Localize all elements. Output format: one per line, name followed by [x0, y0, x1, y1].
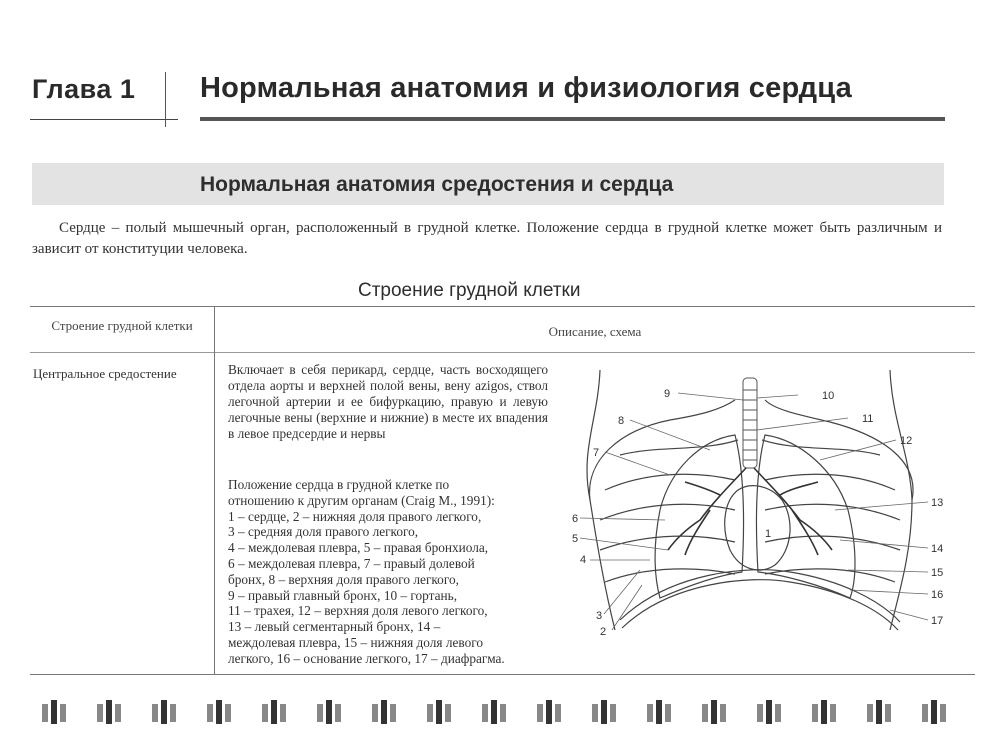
- binding-ring: [480, 700, 508, 724]
- diagram-label: 6: [572, 513, 579, 525]
- diagram-label: 4: [580, 554, 587, 566]
- diagram-label: 17: [931, 615, 944, 627]
- table-header-structure: Строение грудной клетки: [51, 318, 193, 333]
- figure-caption: [228, 477, 553, 667]
- right-lung: [655, 435, 743, 598]
- diagram-label: 7: [593, 447, 600, 459]
- left-lung: [756, 435, 855, 598]
- clavicle: [762, 440, 880, 455]
- caption-line: легкого, 16 – основание легкого, 17 – диафрагма.: [228, 650, 505, 666]
- binding-ring: [810, 700, 838, 724]
- chapter-rule-right: [200, 117, 945, 121]
- rib: [765, 536, 900, 550]
- row-description: Включает в себя перикард, сердце, часть восходящего отдела аорты и верхней полой вены, вену azigos, ствол легочной артерии и ее бифуркацию, правую и левую легочные вены (верхние и нижние) в месте их впадения в левое предсердие и нервы: [228, 362, 548, 441]
- caption-line: Положение сердца в грудной клетке по: [228, 477, 450, 492]
- row-label: Центральное средостение: [33, 366, 177, 381]
- diagram-label: 15: [931, 567, 944, 579]
- table-header-rule: [30, 352, 975, 353]
- binding-ring: [590, 700, 618, 724]
- diaphragm: [620, 570, 900, 622]
- binding-ring: [920, 700, 948, 724]
- binding-ring: [865, 700, 893, 724]
- chapter-title: Нормальная анатомия и физиология сердца: [200, 72, 852, 104]
- rib: [600, 536, 735, 550]
- binding-ring: [205, 700, 233, 724]
- chapter-rule-left: [30, 119, 178, 120]
- intro-paragraph: Сердце – полый мышечный орган, расположенный в грудной клетке. Положение сердца в грудной клетке может быть различным и зависит от конституции человека.: [32, 220, 942, 257]
- rib: [605, 474, 735, 490]
- trachea-ring: [743, 390, 757, 460]
- caption-line: 9 – правый главный бронх, 10 – гортань,: [228, 587, 458, 603]
- caption-line: бронх, 8 – верхняя доля правого легкого,: [228, 571, 459, 587]
- binding-ring: [370, 700, 398, 724]
- diagram-label: 1: [765, 528, 772, 540]
- table-bottom-rule: [30, 674, 975, 675]
- section-title: Нормальная анатомия средостения и сердца: [200, 173, 674, 196]
- caption-line: 11 – трахея, 12 – верхняя доля левого легкого,: [228, 603, 488, 619]
- diagram-label: 11: [862, 413, 874, 425]
- caption-line: междолевая плевра, 15 – нижняя доля левого: [228, 634, 483, 650]
- table-title: Строение грудной клетки: [358, 280, 581, 301]
- shoulder-outline: [590, 400, 735, 500]
- trachea: [743, 378, 757, 468]
- clavicle: [620, 440, 738, 455]
- diagram-label: 9: [664, 388, 671, 400]
- diagram-label: 2: [600, 626, 607, 638]
- caption-line: 13 – левый сегментарный бронх, 14 –: [228, 619, 441, 635]
- chapter-label: Глава 1: [32, 74, 136, 104]
- caption-line: 6 – междолевая плевра, 7 – правый долевой: [228, 555, 475, 571]
- binding-ring: [95, 700, 123, 724]
- diagram-label: 8: [618, 415, 625, 427]
- binding-ring: [150, 700, 178, 724]
- shoulder-outline: [765, 400, 913, 500]
- table-top-rule: [30, 306, 975, 307]
- binding-ring: [535, 700, 563, 724]
- binding-ring: [700, 700, 728, 724]
- binding-ring: [645, 700, 673, 724]
- table-header-description: Описание, схема: [548, 324, 642, 339]
- caption-line: 4 – междолевая плевра, 5 – правая бронхиола,: [228, 540, 489, 556]
- chest-wall-outline: [587, 370, 615, 630]
- caption-line: 3 – средняя доля правого легкого,: [228, 524, 419, 540]
- diagram-label: 16: [931, 589, 944, 601]
- caption-line: 1 – сердце, 2 – нижняя доля правого легкого,: [228, 508, 482, 524]
- diaphragm: [622, 580, 898, 630]
- binding-ring: [260, 700, 288, 724]
- chest-wall-outline: [890, 370, 912, 630]
- diagram-label: 14: [931, 543, 944, 555]
- spiral-binding: [40, 700, 960, 724]
- table-column-divider: [214, 306, 215, 674]
- diagram-label: 5: [572, 533, 579, 545]
- diagram-label: 10: [822, 390, 835, 402]
- diagram-label: 12: [900, 435, 913, 447]
- caption-line: отношению к другим органам (Craig M., 1991):: [228, 492, 495, 508]
- binding-ring: [425, 700, 453, 724]
- thorax-diagram: [560, 360, 960, 660]
- rib: [600, 504, 735, 520]
- diagram-label: 13: [931, 497, 944, 509]
- binding-ring: [755, 700, 783, 724]
- rib: [605, 569, 735, 582]
- binding-ring: [40, 700, 68, 724]
- diagram-label: 3: [596, 610, 603, 622]
- binding-ring: [315, 700, 343, 724]
